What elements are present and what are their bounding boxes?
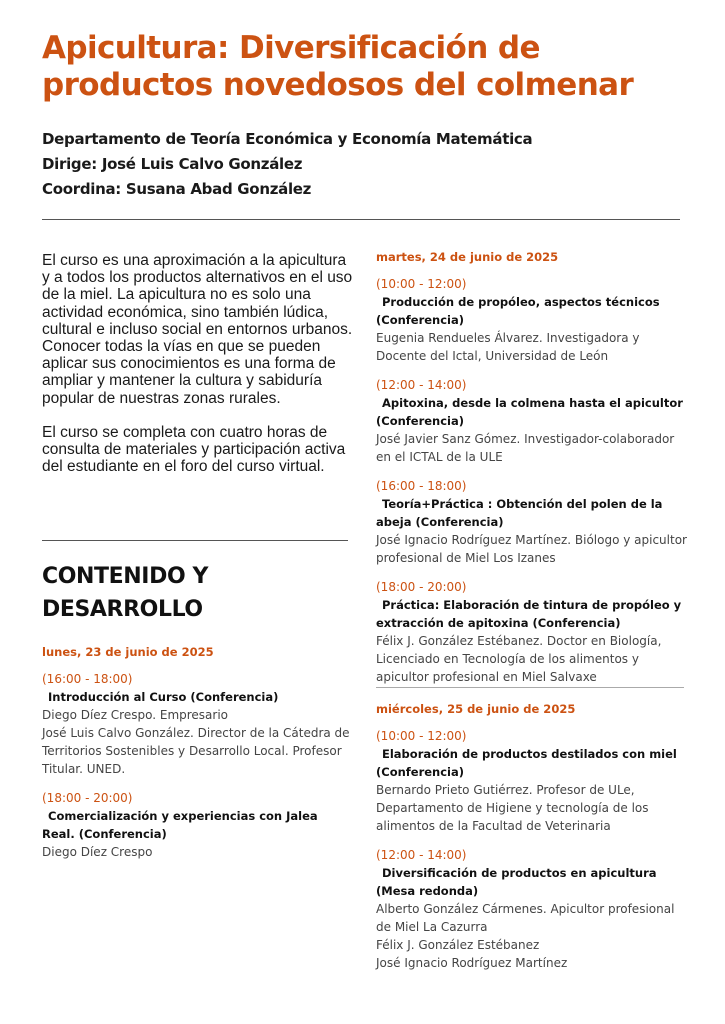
description-paragraph-1: El curso es una aproximación a la apicultura y a todos los productos alternativos en el uso de la miel. La apicultura no es solo una actividad económica, sino también lúdica, cultural e incluso social en entornos urbanos. Conocer todas la vías en que se pueden aplicar sus conocimientos es una forma de ampliar y mantener la cultura y sabiduría popular de nuestras zonas rurales. [42, 252, 353, 407]
session-speaker: José Ignacio Rodríguez Martínez [376, 956, 568, 970]
session-title: Producción de propóleo, aspectos técnicos (Conferencia) [376, 295, 660, 327]
session-title: Apitoxina, desde la colmena hasta el apicultor (Conferencia) [376, 396, 683, 428]
session-title: Comercialización y experiencias con Jalea Real. (Conferencia) [42, 809, 318, 841]
department: Departamento de Teoría Económica y Economía Matemática [42, 130, 533, 148]
divider-right [376, 687, 684, 688]
session-time: (10:00 - 12:00) [376, 277, 467, 291]
session-speaker: José Ignacio Rodríguez Martínez. Biólogo y apicultor profesional de Miel Los Izanes [376, 533, 687, 565]
divider-left [42, 540, 348, 541]
session [376, 376, 688, 466]
session-time: (18:00 - 20:00) [376, 580, 467, 594]
section-title: CONTENIDO Y DESARROLLO [42, 564, 209, 622]
session [42, 789, 352, 861]
session [376, 727, 688, 835]
day-monday [42, 644, 352, 872]
day-date: miércoles, 25 de junio de 2025 [376, 702, 576, 716]
session-speaker: José Javier Sanz Gómez. Investigador-colaborador en el ICTAL de la ULE [376, 432, 675, 464]
session-title: Introducción al Curso (Conferencia) [48, 690, 279, 704]
session-title: Teoría+Práctica : Obtención del polen de la abeja (Conferencia) [376, 497, 663, 529]
session-time: (18:00 - 20:00) [42, 791, 133, 805]
session-time: (16:00 - 18:00) [376, 479, 467, 493]
session [376, 578, 688, 686]
session-time: (10:00 - 12:00) [376, 729, 467, 743]
session-title: Diversificación de productos en apicultura (Mesa redonda) [376, 866, 657, 898]
day-tuesday [376, 249, 688, 697]
session-speaker: Eugenia Rendueles Álvarez. Investigadora y Docente del Ictal, Universidad de León [376, 331, 640, 363]
session-time: (12:00 - 14:00) [376, 378, 467, 392]
divider-top [42, 219, 680, 220]
session-time: (12:00 - 14:00) [376, 848, 467, 862]
session-title: Práctica: Elaboración de tintura de propóleo y extracción de apitoxina (Conferencia) [376, 598, 682, 630]
session-speaker: Alberto González Cármenes. Apicultor profesional de Miel La Cazurra [376, 902, 675, 934]
session-speaker: Diego Díez Crespo [42, 845, 153, 859]
page-title: Apicultura: Diversificación de productos novedosos del colmenar [42, 30, 634, 103]
session-speaker: Bernardo Prieto Gutiérrez. Profesor de ULe, Departamento de Higiene y tecnología de los alimentos de la Facultad de Veterinaria [376, 783, 649, 833]
session-speaker: Félix J. González Estébanez. Doctor en Biología, Licenciado en Tecnología de los alimentos y apicultor profesional en Miel Salvaxe [376, 634, 662, 684]
day-wednesday [376, 701, 688, 983]
day-date: martes, 24 de junio de 2025 [376, 250, 559, 264]
course-meta [42, 127, 682, 202]
director: Dirige: José Luis Calvo González [42, 155, 303, 173]
session [376, 846, 688, 972]
session-speaker: José Luis Calvo González. Director de la Cátedra de Territorios Sostenibles y Desarrollo Local. Profesor Titular. UNED. [42, 726, 350, 776]
session [42, 670, 352, 778]
session [376, 477, 688, 567]
day-date: lunes, 23 de junio de 2025 [42, 645, 214, 659]
session-time: (16:00 - 18:00) [42, 672, 133, 686]
session [376, 275, 688, 365]
session-speaker: Diego Díez Crespo. Empresario [42, 708, 229, 722]
description-paragraph-2: El curso se completa con cuatro horas de consulta de materiales y participación activa del estudiante en el foro del curso virtual. [42, 423, 346, 476]
session-speaker: Félix J. González Estébanez [376, 938, 540, 952]
session-title: Elaboración de productos destilados con miel (Conferencia) [376, 747, 677, 779]
coordinator: Coordina: Susana Abad González [42, 180, 312, 198]
course-description [42, 252, 354, 475]
